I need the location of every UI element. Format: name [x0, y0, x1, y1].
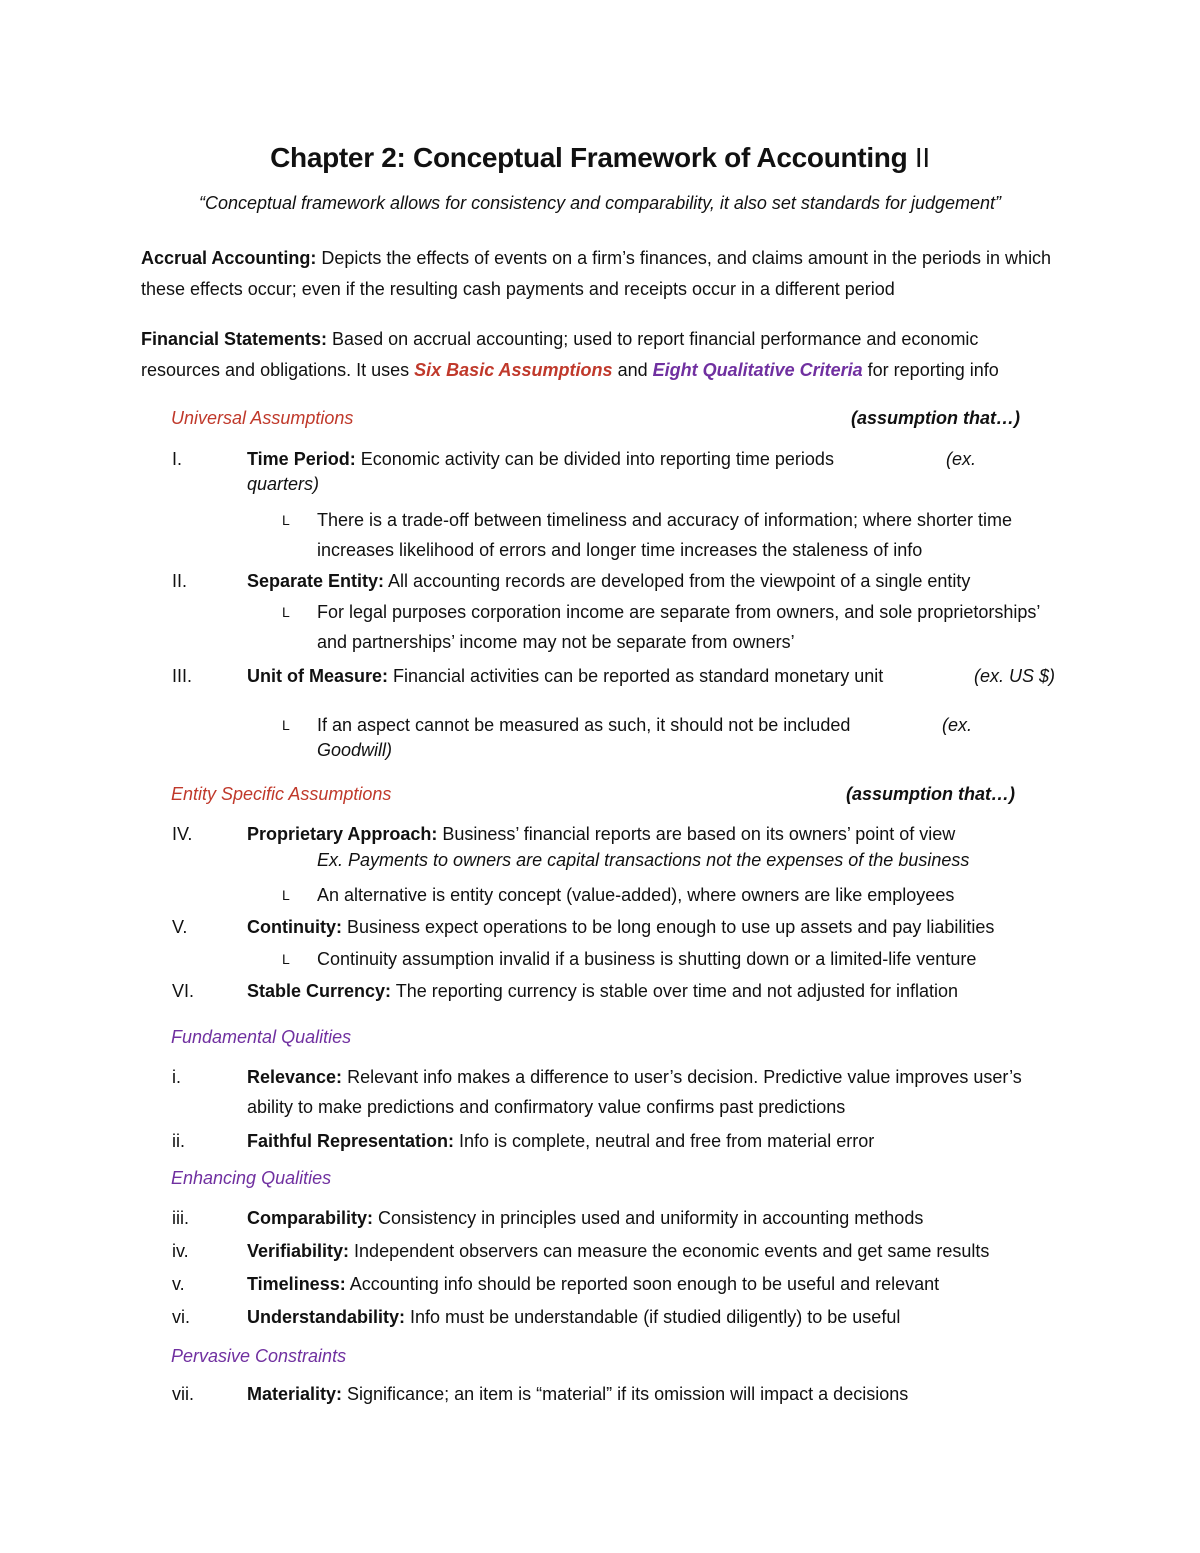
- financial-statements-paragraph: Financial Statements: Based on accrual accounting; used to report financial performance and economic resources and obligations. It uses Six Basic Assumptions and Eight Qualitative Criteria for reporting info: [141, 329, 999, 380]
- section-universal-assumptions: Universal Assumptions (assumption that…): [171, 408, 1020, 428]
- section-pervasive-constraints: Pervasive Constraints: [171, 1346, 347, 1366]
- section-entity-assumptions: Entity Specific Assumptions (assumption that…): [171, 784, 1015, 804]
- example-line: Ex. Payments to owners are capital transactions not the expenses of the business: [317, 850, 970, 870]
- quote: “Conceptual framework allows for consistency and comparability, it also set standards for judgement”: [198, 193, 1002, 213]
- section-enhancing-qualities: Enhancing Qualities: [171, 1168, 332, 1188]
- assumption-note: (assumption that…): [851, 408, 1020, 428]
- example-continuation: quarters): [247, 474, 320, 494]
- section-fundamental-qualities: Fundamental Qualities: [171, 1027, 352, 1047]
- page-title: Chapter 2: Conceptual Framework of Accounting II: [270, 142, 930, 173]
- accrual-paragraph: Accrual Accounting: Depicts the effects of events on a firm’s finances, and claims amount in the periods in which these effects occur; even if the resulting cash payments and receipts occur in a different period: [141, 248, 1052, 299]
- assumption-note: (assumption that…): [846, 784, 1015, 804]
- example-continuation: Goodwill): [317, 740, 393, 760]
